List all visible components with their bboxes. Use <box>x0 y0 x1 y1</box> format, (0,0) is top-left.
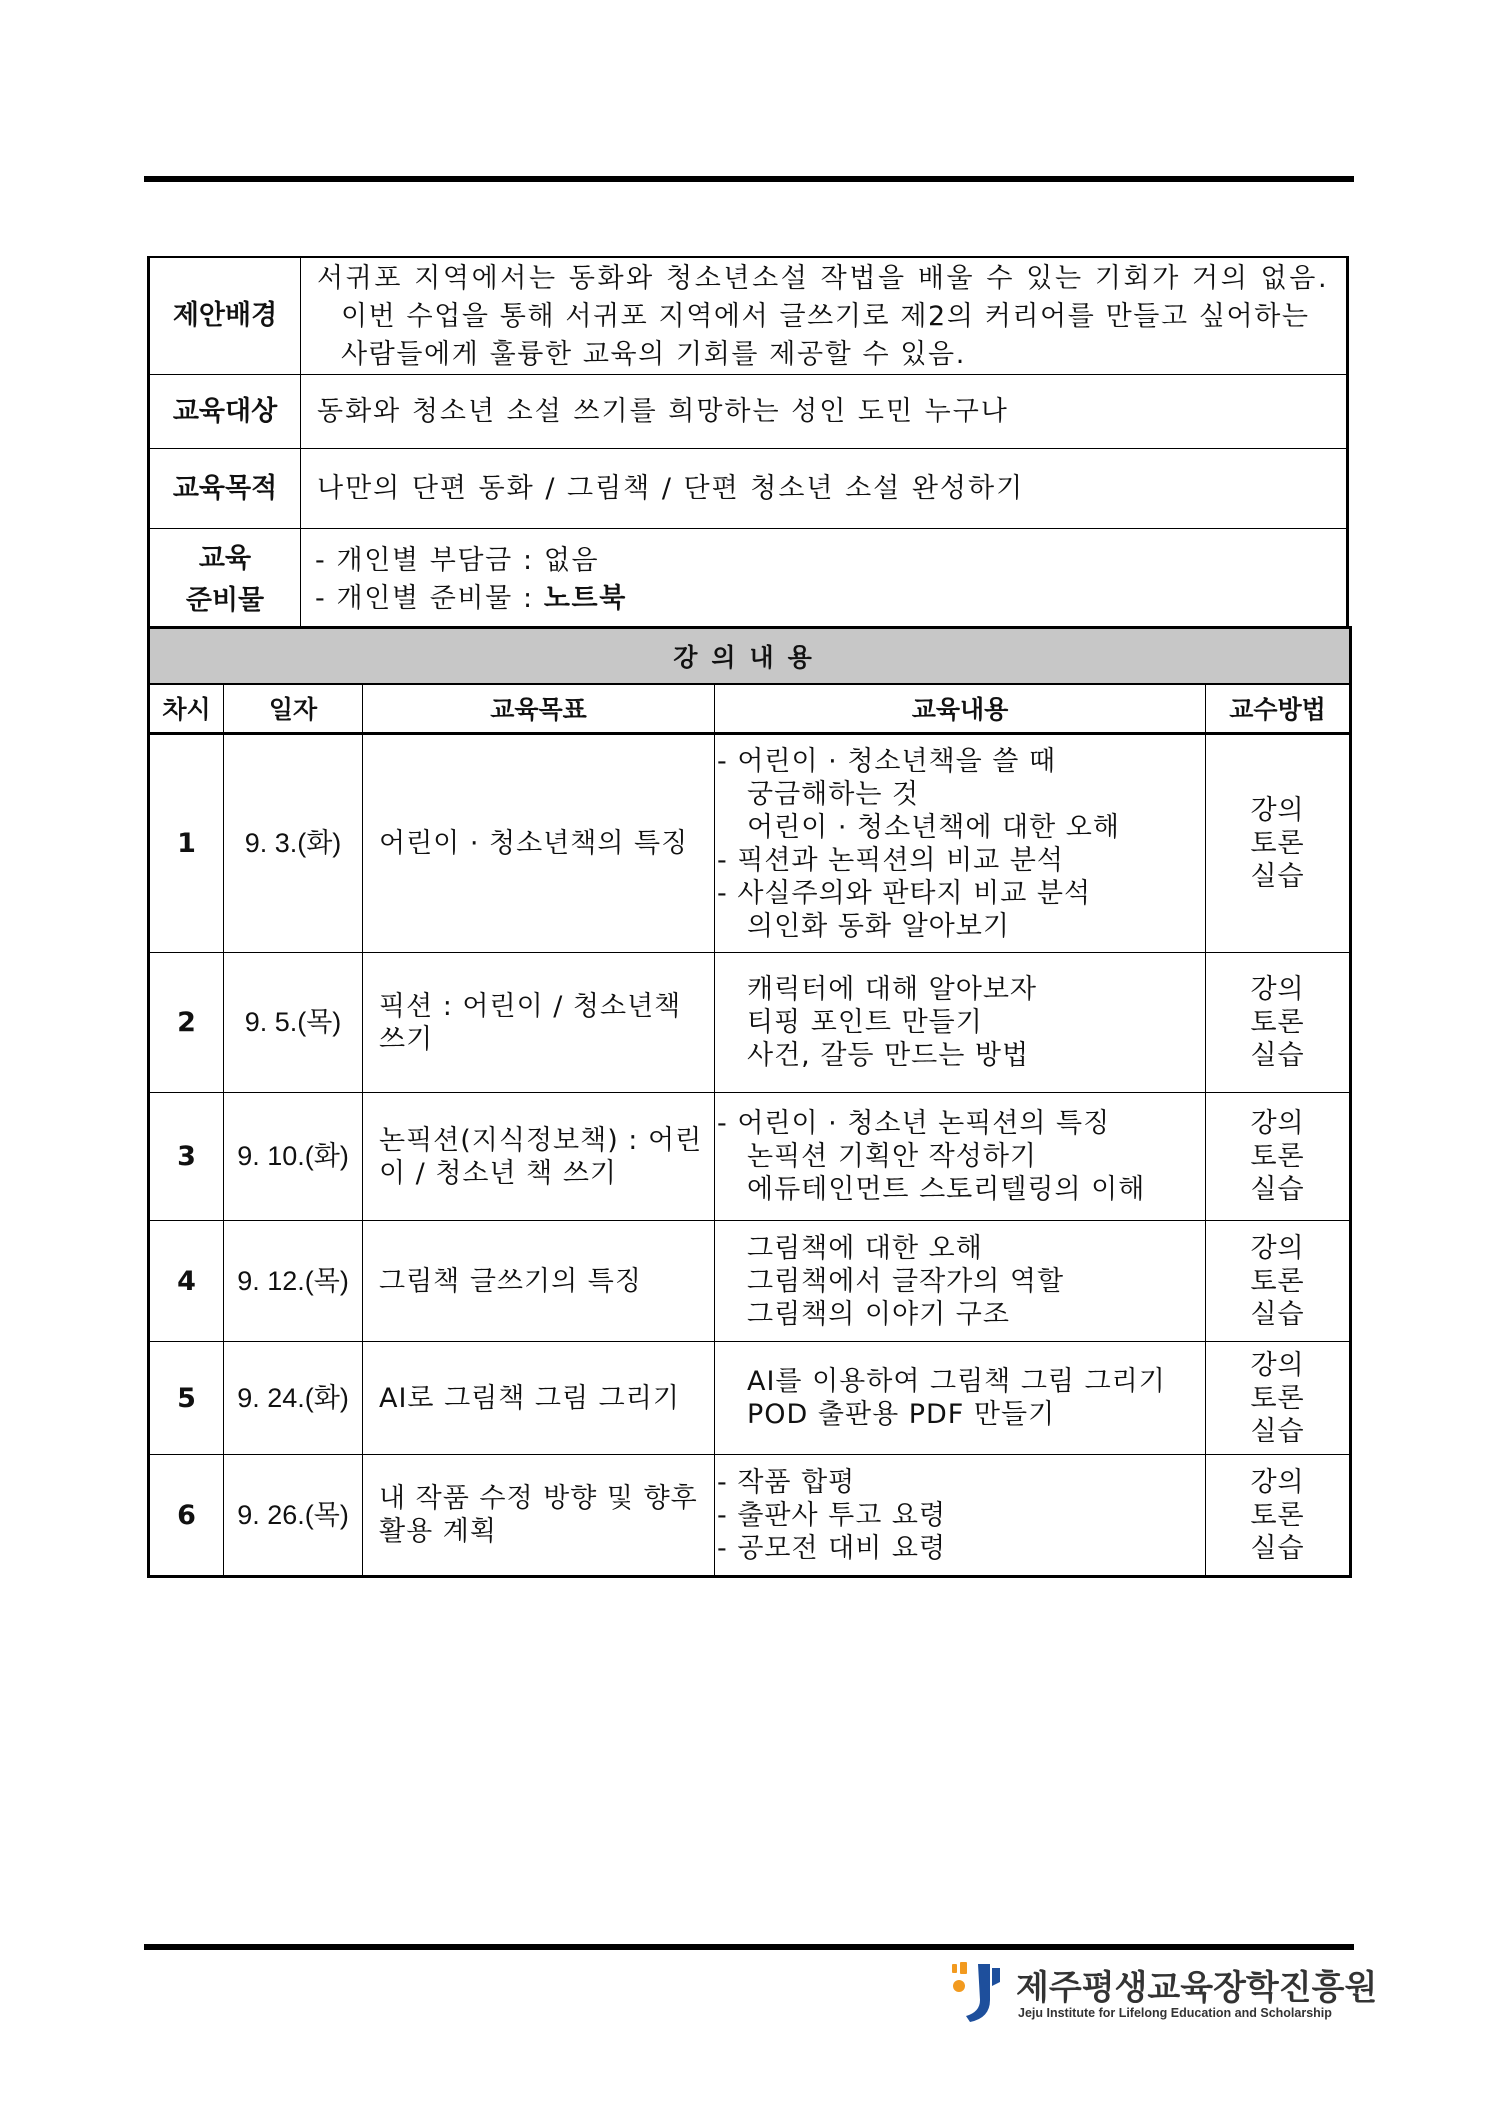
content-line: - 작품 합평 <box>717 1466 856 1498</box>
background-value <box>301 257 1348 375</box>
method-line: 토론 <box>1250 828 1305 859</box>
institute-name-en: Jeju Institute for Lifelong Education and Scholarship <box>1018 2006 1332 2020</box>
content-line: - 출판사 투고 요령 <box>717 1499 947 1531</box>
materials-label-line-1: 교육 <box>198 542 252 574</box>
session-no: 2 <box>149 953 224 1093</box>
institute-logo <box>950 1960 1378 2024</box>
lecture-table <box>147 626 1352 1578</box>
method-line: 실습 <box>1250 1174 1305 1205</box>
content-line: - 공모전 대비 요령 <box>717 1532 947 1564</box>
session-no: 5 <box>149 1342 224 1455</box>
header-date: 일자 <box>224 684 363 734</box>
target-value: 동화와 청소년 소설 쓰기를 희망하는 성인 도민 누구나 <box>301 375 1348 449</box>
materials-supplies-value: 노트북 <box>543 582 627 614</box>
method-line: 토론 <box>1250 1265 1305 1297</box>
content-line: 캐릭터에 대해 알아보자 <box>747 974 1037 1005</box>
session-date: 9. 10.(화) <box>224 1093 363 1221</box>
method-line: 토론 <box>1250 1382 1305 1414</box>
materials-value <box>301 529 1348 631</box>
session-date: 9. 24.(화) <box>224 1342 363 1455</box>
table-row <box>149 1221 1351 1342</box>
content-line: - 사실주의와 판타지 비교 분석 <box>717 877 1092 909</box>
content-line: 그림책에 대한 오해 <box>747 1232 983 1264</box>
session-no: 4 <box>149 1221 224 1342</box>
background-row <box>149 257 1348 375</box>
session-goal: 어린이 · 청소년책의 특징 <box>363 734 715 953</box>
header-rule <box>144 176 1354 182</box>
method-line: 강의 <box>1250 1232 1305 1264</box>
session-content <box>715 1221 1206 1342</box>
materials-fee: - 개인별 부담금 : 없음 <box>315 544 600 576</box>
table-row <box>149 1093 1351 1221</box>
method-line: 실습 <box>1250 1532 1305 1564</box>
method-line: 강의 <box>1250 1466 1305 1498</box>
goal-row <box>149 449 1348 529</box>
session-goal: 픽션 : 어린이 / 청소년책 쓰기 <box>363 953 715 1093</box>
content-line: 궁금해하는 것 <box>747 778 920 810</box>
content-line: 의인화 동화 알아보기 <box>747 910 1010 942</box>
institute-logo-icon <box>950 1960 1004 2024</box>
lecture-banner-row <box>149 628 1351 684</box>
materials-row <box>149 529 1348 631</box>
content-line: - 어린이 · 청소년책을 쓸 때 <box>717 745 1057 777</box>
table-row <box>149 734 1351 953</box>
institute-name-ko: 제주평생교육장학진흥원 <box>1016 1968 1378 2008</box>
session-no: 1 <box>149 734 224 953</box>
session-date: 9. 12.(목) <box>224 1221 363 1342</box>
goal-value: 나만의 단편 동화 / 그림책 / 단편 청소년 소설 완성하기 <box>301 449 1348 529</box>
content-line: 어린이 · 청소년책에 대한 오해 <box>747 811 1120 843</box>
session-content <box>715 1093 1206 1221</box>
session-method <box>1206 1221 1351 1342</box>
content-line: 그림책에서 글작가의 역할 <box>747 1265 1065 1297</box>
background-line-2: 이번 수업을 통해 서귀포 지역에서 글쓰기로 제2의 커리어를 만들고 싶어하는 <box>341 301 1310 332</box>
header-no: 차시 <box>149 684 224 734</box>
content-line: 티핑 포인트 만들기 <box>747 1007 983 1038</box>
background-line-1: 서귀포 지역에서는 동화와 청소년소설 작법을 배울 수 있는 기회가 거의 없음. <box>317 263 1330 294</box>
content-line: 에듀테인먼트 스토리텔링의 이해 <box>747 1174 1146 1205</box>
session-date: 9. 3.(화) <box>224 734 363 953</box>
materials-label <box>149 529 301 631</box>
content-line: AI를 이용하여 그림책 그림 그리기 <box>747 1366 1166 1397</box>
session-goal: AI로 그림책 그림 그리기 <box>363 1342 715 1455</box>
method-line: 실습 <box>1250 861 1305 892</box>
method-line: 실습 <box>1250 1040 1305 1071</box>
session-no: 6 <box>149 1455 224 1577</box>
content-line: - 어린이 · 청소년 논픽션의 특징 <box>717 1108 1111 1139</box>
method-line: 실습 <box>1250 1298 1305 1330</box>
method-line: 강의 <box>1250 974 1305 1005</box>
content-line: - 픽션과 논픽션의 비교 분석 <box>717 844 1064 876</box>
content-line: 그림책의 이야기 구조 <box>747 1298 1010 1330</box>
method-line: 강의 <box>1250 1349 1305 1381</box>
session-goal: 그림책 글쓰기의 특징 <box>363 1221 715 1342</box>
header-method: 교수방법 <box>1206 684 1351 734</box>
header-content: 교육내용 <box>715 684 1206 734</box>
table-row <box>149 1342 1351 1455</box>
table-row <box>149 953 1351 1093</box>
session-date: 9. 26.(목) <box>224 1455 363 1577</box>
materials-label-line-2: 준비물 <box>185 584 265 616</box>
background-label: 제안배경 <box>149 257 301 375</box>
target-label: 교육대상 <box>149 375 301 449</box>
content-line: POD 출판용 PDF 만들기 <box>747 1399 1056 1430</box>
session-method <box>1206 734 1351 953</box>
target-row <box>149 375 1348 449</box>
method-line: 강의 <box>1250 1108 1305 1139</box>
content-line: 논픽션 기획안 작성하기 <box>747 1141 1037 1172</box>
content-line: 사건, 갈등 만드는 방법 <box>747 1040 1030 1071</box>
lecture-banner: 강의내용 <box>149 628 1351 684</box>
session-method <box>1206 1455 1351 1577</box>
method-line: 강의 <box>1250 795 1305 826</box>
session-goal: 논픽션(지식정보책) : 어린이 / 청소년 책 쓰기 <box>363 1093 715 1221</box>
session-date: 9. 5.(목) <box>224 953 363 1093</box>
materials-supplies <box>315 580 1340 618</box>
materials-supplies-prefix: - 개인별 준비물 : <box>315 582 544 614</box>
background-line-3: 사람들에게 훌륭한 교육의 기회를 제공할 수 있음. <box>341 339 966 370</box>
method-line: 실습 <box>1250 1415 1305 1447</box>
session-content <box>715 953 1206 1093</box>
method-line: 토론 <box>1250 1499 1305 1531</box>
method-line: 토론 <box>1250 1007 1305 1038</box>
session-content <box>715 1342 1206 1455</box>
table-row <box>149 1455 1351 1577</box>
lecture-header-row <box>149 684 1351 734</box>
method-line: 토론 <box>1250 1141 1305 1172</box>
session-method <box>1206 1093 1351 1221</box>
goal-label: 교육목적 <box>149 449 301 529</box>
header-goal: 교육목표 <box>363 684 715 734</box>
footer-rule <box>144 1944 1354 1950</box>
session-no: 3 <box>149 1093 224 1221</box>
session-content <box>715 734 1206 953</box>
session-goal: 내 작품 수정 방향 및 향후 활용 계획 <box>363 1455 715 1577</box>
session-method <box>1206 953 1351 1093</box>
session-content <box>715 1455 1206 1577</box>
session-method <box>1206 1342 1351 1455</box>
program-info-table <box>147 256 1349 631</box>
